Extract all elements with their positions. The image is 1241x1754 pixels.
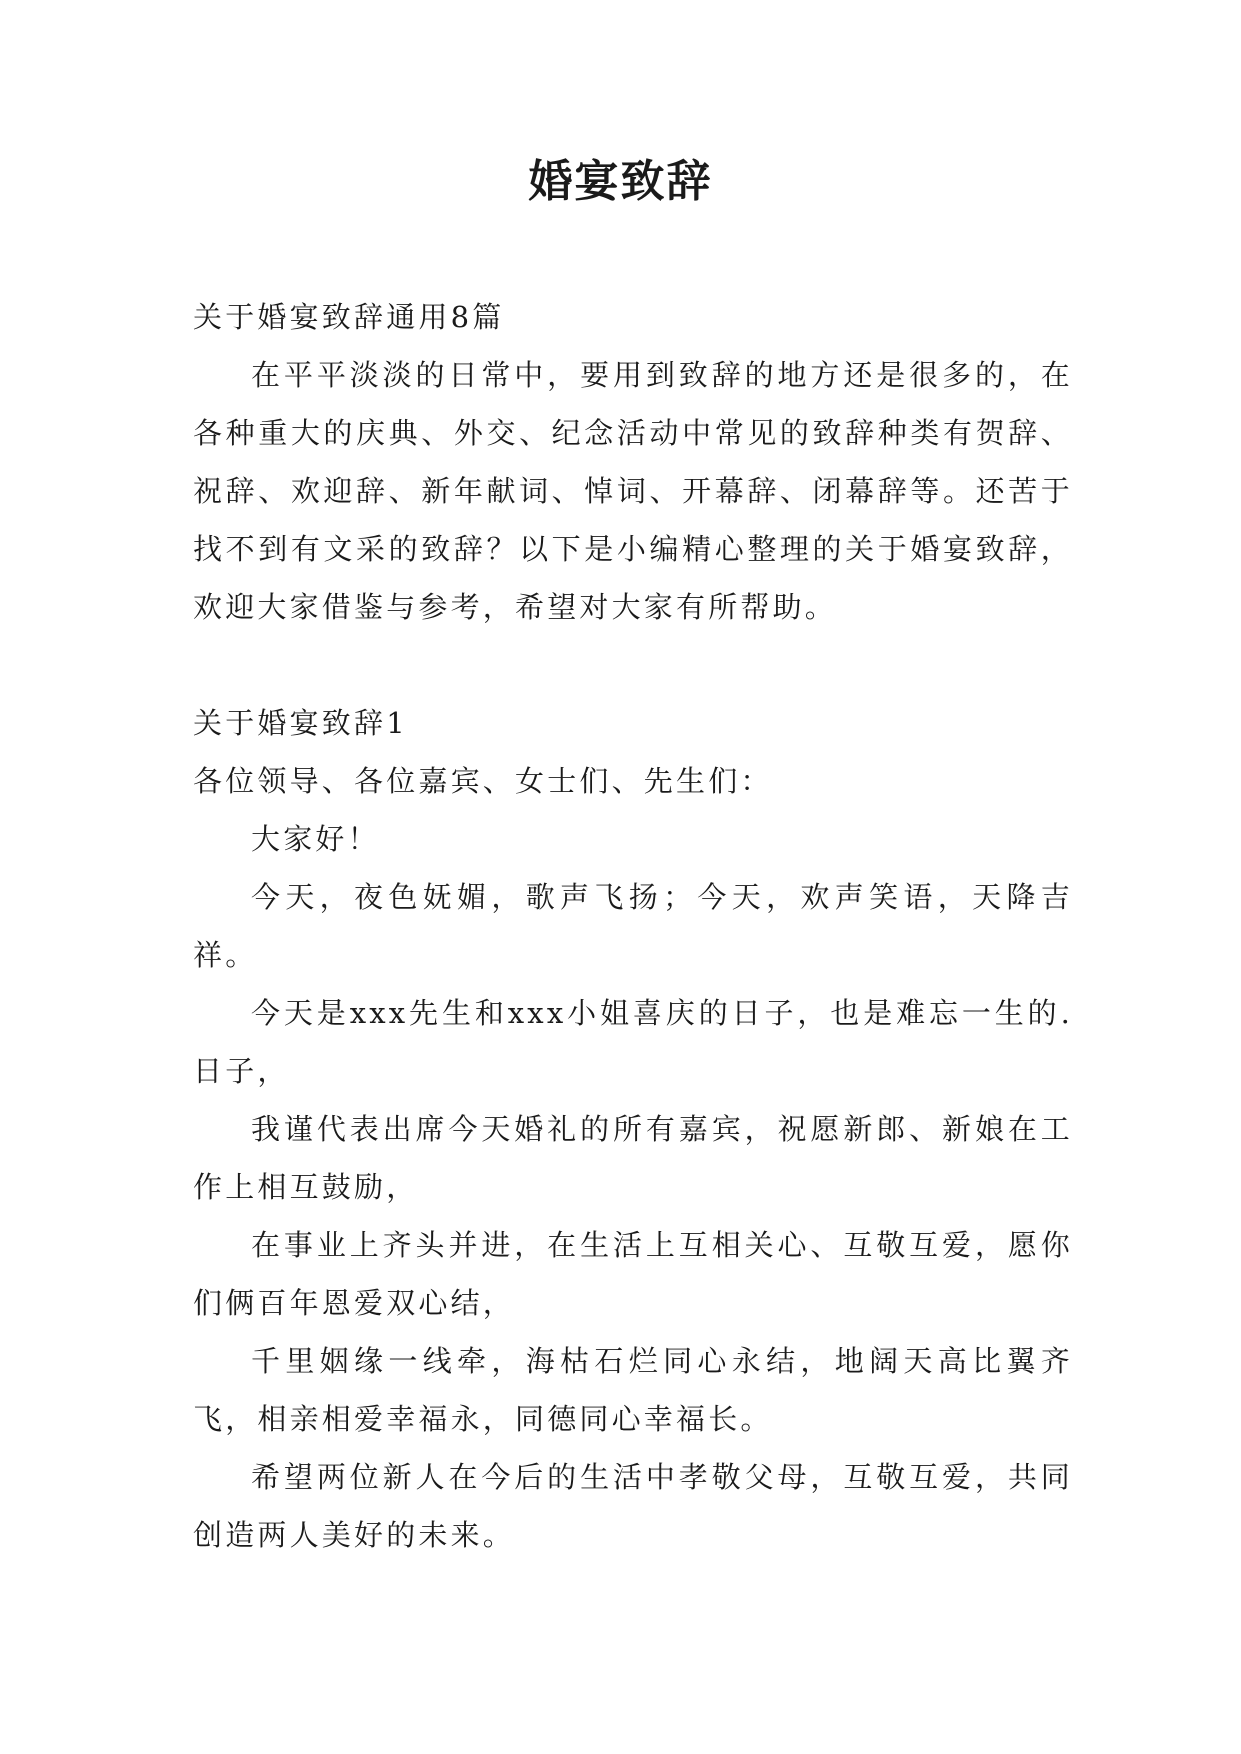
intro-paragraph: 在平平淡淡的日常中，要用到致辞的地方还是很多的，在各种重大的庆典、外交、纪念活动中常见的致辞种类有贺辞、祝辞、欢迎辞、新年献词、悼词、开幕辞、闭幕辞等。还苦于找不到有文采的致辞？以下是小编精心整理的关于婚宴致辞，欢迎大家借鉴与参考，希望对大家有所帮助。 <box>193 358 1073 624</box>
speech-paragraph: 希望两位新人在今后的生活中孝敬父母，互敬互爱，共同创造两人美好的未来。 <box>193 1460 1073 1552</box>
speech-paragraph: 在事业上齐头并进，在生活上互相关心、互敬互爱，愿你们俩百年恩爱双心结， <box>193 1228 1073 1320</box>
salutation: 各位领导、各位嘉宾、女士们、先生们： <box>193 764 773 798</box>
speech-paragraph: 千里姻缘一线牵，海枯石烂同心永结，地阔天高比翼齐飞，相亲相爱幸福永，同德同心幸福长。 <box>193 1344 1073 1436</box>
document-subtitle: 关于婚宴致辞通用8篇 <box>193 300 505 334</box>
speech-paragraph: 今天，夜色妩媚，歌声飞扬；今天，欢声笑语，天降吉祥。 <box>193 880 1073 972</box>
section-heading: 关于婚宴致辞1 <box>193 706 408 740</box>
speech-paragraph: 今天是xxx先生和xxx小姐喜庆的日子，也是难忘一生的.日子， <box>193 996 1073 1088</box>
document-title: 婚宴致辞 <box>528 156 713 207</box>
document-body <box>193 288 1073 1564</box>
speech-paragraph: 大家好！ <box>251 822 380 856</box>
speech-paragraph: 我谨代表出席今天婚礼的所有嘉宾，祝愿新郎、新娘在工作上相互鼓励， <box>193 1112 1073 1204</box>
section-spacer <box>193 636 1073 694</box>
